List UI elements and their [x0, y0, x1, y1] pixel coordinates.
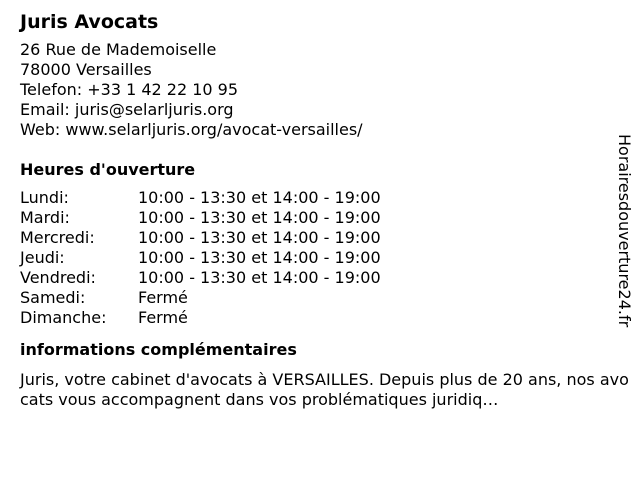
hours-row — [20, 288, 381, 308]
hours-row — [20, 188, 381, 208]
hours-day: Vendredi: — [20, 268, 96, 287]
hours-day: Mercredi: — [20, 228, 95, 247]
info-heading: informations complémentaires — [20, 340, 297, 359]
hours-time: 10:00 - 13:30 et 14:00 - 19:00 — [138, 228, 381, 247]
hours-day: Dimanche: — [20, 308, 107, 327]
address-city: 78000 Versailles — [20, 60, 152, 79]
hours-time: 10:00 - 13:30 et 14:00 - 19:00 — [138, 188, 381, 207]
hours-time: 10:00 - 13:30 et 14:00 - 19:00 — [138, 268, 381, 287]
hours-day: Lundi: — [20, 188, 69, 207]
address-street: 26 Rue de Mademoiselle — [20, 40, 217, 59]
hours-day: Samedi: — [20, 288, 86, 307]
hours-table — [20, 188, 381, 328]
hours-heading: Heures d'ouverture — [20, 160, 196, 179]
site-watermark: Horairesdouverture24.fr — [615, 134, 634, 328]
hours-row — [20, 208, 381, 228]
business-name: Juris Avocats — [20, 11, 159, 33]
hours-row — [20, 228, 381, 248]
hours-time: 10:00 - 13:30 et 14:00 - 19:00 — [138, 248, 381, 267]
email-line: Email: juris@selarljuris.org — [20, 100, 234, 119]
hours-row — [20, 268, 381, 288]
hours-time: Fermé — [138, 308, 188, 327]
hours-row — [20, 248, 381, 268]
hours-row — [20, 308, 381, 328]
hours-day: Mardi: — [20, 208, 70, 227]
hours-day: Jeudi: — [20, 248, 65, 267]
hours-time: 10:00 - 13:30 et 14:00 - 19:00 — [138, 208, 381, 227]
info-text: Juris, votre cabinet d'avocats à VERSAILLES. Depuis plus de 20 ans, nos avocats vous accompagnent dans vos problématiques juridiq… — [20, 370, 629, 409]
hours-time: Fermé — [138, 288, 188, 307]
phone-line: Telefon: +33 1 42 22 10 95 — [20, 80, 239, 99]
web-line: Web: www.selarljuris.org/avocat-versailles/ — [20, 120, 363, 139]
